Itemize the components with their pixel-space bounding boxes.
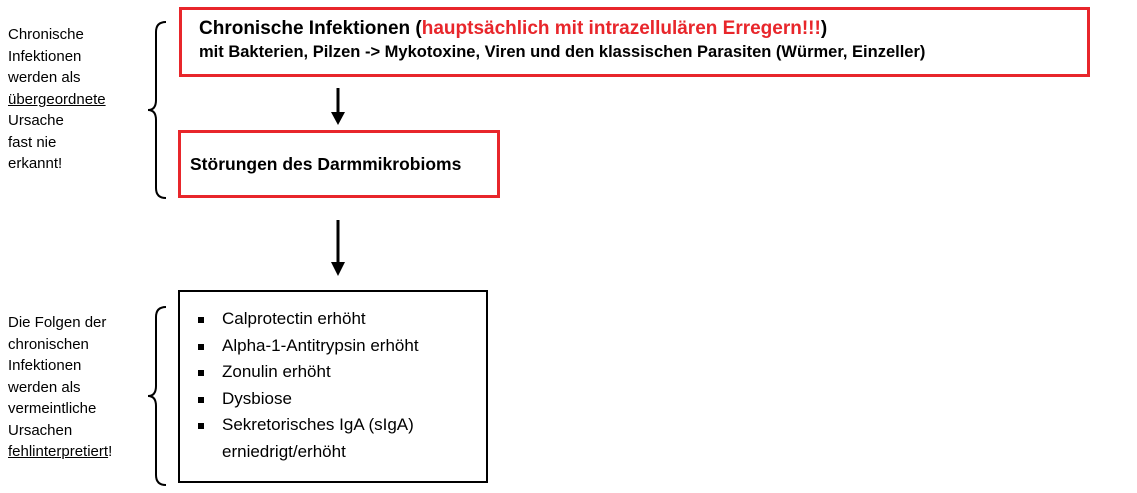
list-item: Zonulin erhöht: [198, 359, 486, 386]
consequences-box: [178, 290, 488, 483]
note-bottom-line: Die Folgen der: [8, 314, 107, 331]
infections-title: [199, 18, 1087, 40]
note-top-line: Chronische: [8, 26, 84, 43]
microbiome-label: Störungen des Darmmikrobioms: [190, 153, 462, 174]
list-item: Dysbiose: [198, 386, 486, 413]
note-bottom-line-last: [8, 441, 112, 463]
arrow-down-icon: [328, 88, 348, 128]
list-item-continuation: erniedrigt/erhöht: [222, 441, 346, 461]
note-bottom-exclaim: !: [108, 443, 113, 460]
infections-title-suffix: ): [820, 18, 828, 39]
list-item: Calprotectin erhöht: [198, 306, 486, 333]
note-bottom: [8, 312, 112, 463]
note-top-line-underlined: übergeordnete: [8, 90, 106, 108]
arrow-down-icon: [328, 220, 348, 278]
infections-title-highlight: hauptsächlich mit intrazellulären Erregern!!!: [421, 18, 821, 39]
note-bottom-line: vermeintliche: [8, 400, 97, 417]
brace-bottom: [144, 305, 172, 487]
infections-title-prefix: Chronische Infektionen (: [199, 18, 422, 39]
note-top-line: fast nie: [8, 133, 57, 151]
note-top-line: Ursache: [8, 112, 64, 129]
note-bottom-line: werden als: [8, 378, 81, 396]
note-bottom-line: Infektionen: [8, 357, 82, 374]
infections-subtitle: mit Bakterien, Pilzen -> Mykotoxine, Viren und den klassischen Parasiten (Würmer, Einzeller): [199, 43, 926, 61]
consequences-list: [198, 306, 486, 439]
list-item: Sekretorisches IgA (sIgA): [198, 412, 486, 439]
brace-top: [144, 20, 172, 200]
microbiome-box: [178, 130, 500, 198]
note-top: [8, 24, 106, 175]
note-bottom-line: Ursachen: [8, 421, 73, 439]
note-top-line: erkannt!: [8, 155, 63, 172]
list-item: Alpha-1-Antitrypsin erhöht: [198, 333, 486, 360]
note-bottom-line: chronischen: [8, 335, 89, 353]
infections-box: [179, 7, 1090, 77]
note-top-line: werden als: [8, 69, 81, 86]
note-top-line: Infektionen: [8, 47, 82, 65]
note-bottom-underlined: fehlinterpretiert: [8, 443, 109, 460]
